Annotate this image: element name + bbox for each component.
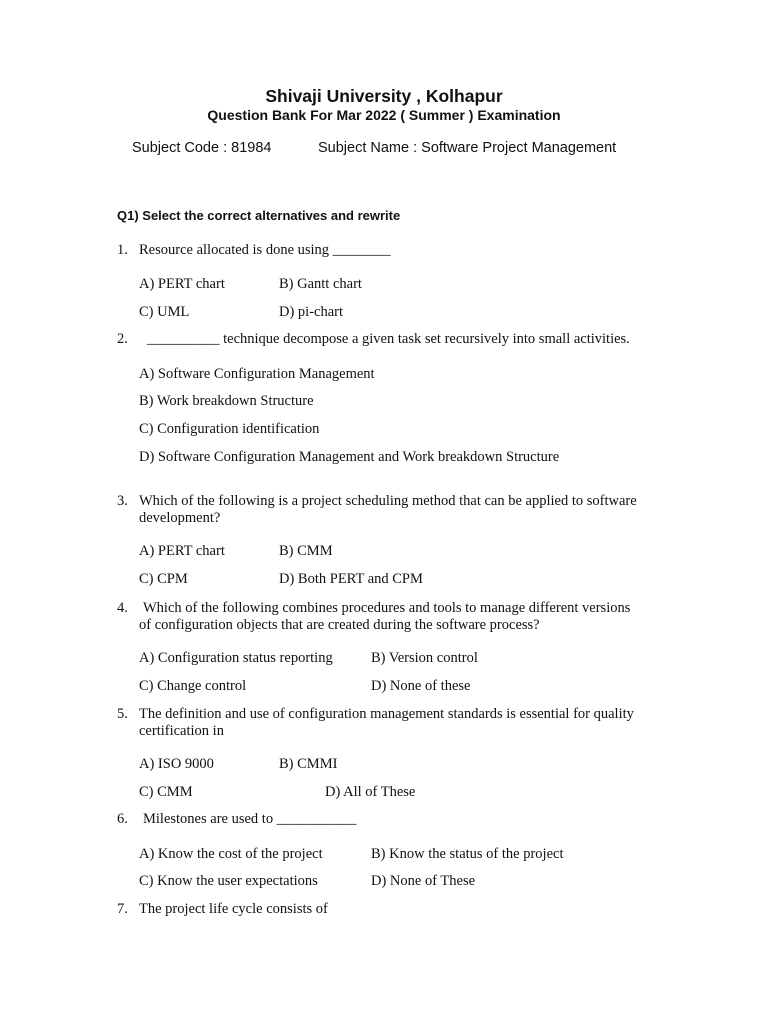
option-d: D) None of These [371,873,476,889]
question-text: Milestones are used to ___________ [143,811,357,827]
question-text-line2: certification in [139,723,224,739]
option-b: B) Gantt chart [279,276,362,292]
option-c: C) Change control [139,678,247,694]
option-a: A) Software Configuration Management [139,366,375,382]
question-text: Resource allocated is done using ________ [139,242,391,258]
option-c: C) UML [139,304,190,320]
option-a: A) PERT chart [139,543,225,559]
question-number: 7. [117,901,128,917]
question-text: The project life cycle consists of [139,901,328,917]
option-b: B) CMMI [279,756,338,772]
option-a: A) PERT chart [139,276,225,292]
question-number: 5. [117,706,128,722]
option-b: B) Version control [371,650,478,666]
question-text-line2: of configuration objects that are created during the software process? [139,617,540,633]
question-number: 4. [117,600,128,616]
university-title: Shivaji University , Kolhapur [265,86,503,106]
question-number: 6. [117,811,128,827]
option-c: C) Know the user expectations [139,873,318,889]
subject-name: Subject Name : Software Project Management [318,140,617,156]
question-text: __________ technique decompose a given task set recursively into small activities. [147,331,630,347]
question-text-line1: The definition and use of configuration management standards is essential for quality [139,706,634,722]
option-d: D) Software Configuration Management and Work breakdown Structure [139,449,560,465]
option-d: D) Both PERT and CPM [279,571,423,587]
option-a: A) Configuration status reporting [139,650,333,666]
option-d: D) All of These [325,784,416,800]
subject-code: Subject Code : 81984 [132,140,272,156]
option-b: B) CMM [279,543,333,559]
question-bank-title: Question Bank For Mar 2022 ( Summer ) Examination [207,107,561,123]
option-d: D) None of these [371,678,471,694]
option-a: A) Know the cost of the project [139,846,323,862]
option-c: C) CPM [139,571,188,587]
section-title: Q1) Select the correct alternatives and rewrite [117,208,401,223]
option-c: C) Configuration identification [139,421,320,437]
option-a: A) ISO 9000 [139,756,214,772]
question-text-line2: development? [139,510,221,526]
question-text-line1: Which of the following combines procedures and tools to manage different versions [143,600,631,616]
question-text-line1: Which of the following is a project scheduling method that can be applied to software [139,493,637,509]
option-b: B) Know the status of the project [371,846,564,862]
question-number: 3. [117,493,128,509]
option-b: B) Work breakdown Structure [139,393,314,409]
question-number: 1. [117,242,128,258]
option-c: C) CMM [139,784,193,800]
option-d: D) pi-chart [279,304,344,320]
question-number: 2. [117,331,128,347]
